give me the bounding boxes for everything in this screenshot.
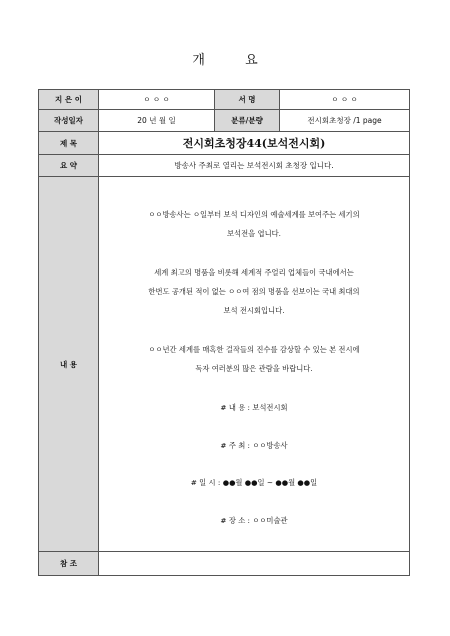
content-paragraph-3 bbox=[115, 340, 393, 378]
row-date bbox=[39, 110, 410, 132]
date-value[interactable]: 20 년 월 일 bbox=[99, 110, 215, 132]
category-label: 분류/분량 bbox=[215, 110, 280, 132]
summary-value[interactable]: 방송사 주최로 열리는 보석전시회 초청장 입니다. bbox=[99, 155, 410, 177]
content-label: 내 용 bbox=[39, 177, 99, 552]
row-author bbox=[39, 90, 410, 110]
content-line: 한번도 공개된 적이 없는 ㅇㅇ여 점의 명품을 선보이는 국내 최대의 bbox=[148, 287, 360, 296]
title-char-2: 요 bbox=[245, 53, 258, 68]
signature-label: 서 명 bbox=[215, 90, 280, 110]
title-char-1: 개 bbox=[192, 53, 205, 68]
content-line: 보석 전시회입니다. bbox=[223, 306, 285, 315]
content-item-venue: # 장 소 : ㅇㅇ미술관 bbox=[220, 515, 288, 525]
row-reference bbox=[39, 552, 410, 576]
reference-label: 참 조 bbox=[39, 552, 99, 576]
content-item-host: # 주 최 : ㅇㅇ방송사 bbox=[220, 440, 288, 450]
subject-value[interactable]: 전시회초청장44(보석전시회) bbox=[99, 132, 410, 155]
date-label: 작성일자 bbox=[39, 110, 99, 132]
signature-value[interactable]: ㅇ ㅇ ㅇ bbox=[280, 90, 410, 110]
overview-form-table bbox=[38, 89, 410, 576]
content-paragraph-2 bbox=[115, 263, 393, 320]
author-value[interactable]: ㅇ ㅇ ㅇ bbox=[99, 90, 215, 110]
content-line: 세계 최고의 명품을 비롯해 세계적 주얼리 업체들이 국내에서는 bbox=[154, 268, 354, 277]
content-line: 독자 여러분의 많은 관람을 바랍니다. bbox=[195, 364, 313, 373]
content-item-exhibition: # 내 용 : 보석전시회 bbox=[220, 403, 288, 412]
content-line: ㅇㅇ년간 세계를 매혹한 걸작들의 진수를 감상할 수 있는 본 전시에 bbox=[148, 345, 360, 354]
subject-label: 제 목 bbox=[39, 132, 99, 155]
content-body[interactable] bbox=[99, 177, 410, 552]
content-line: 보석전을 엽니다. bbox=[227, 229, 281, 238]
row-content bbox=[39, 177, 410, 552]
content-paragraph-1 bbox=[115, 205, 393, 243]
content-item-date: # 일 시 : ●●월 ●●일 ~ ●●월 ●●일 bbox=[190, 478, 318, 487]
row-summary bbox=[39, 155, 410, 177]
reference-value[interactable] bbox=[99, 552, 410, 576]
summary-label: 요 약 bbox=[39, 155, 99, 177]
content-line: ㅇㅇ방송사는 ㅇ일부터 보석 디자인의 예술세계를 보여주는 세기의 bbox=[148, 210, 360, 219]
document-title bbox=[0, 49, 450, 69]
author-label: 지 은 이 bbox=[39, 90, 99, 110]
row-subject bbox=[39, 132, 410, 155]
category-value[interactable]: 전시회초청장 /1 page bbox=[280, 110, 410, 132]
